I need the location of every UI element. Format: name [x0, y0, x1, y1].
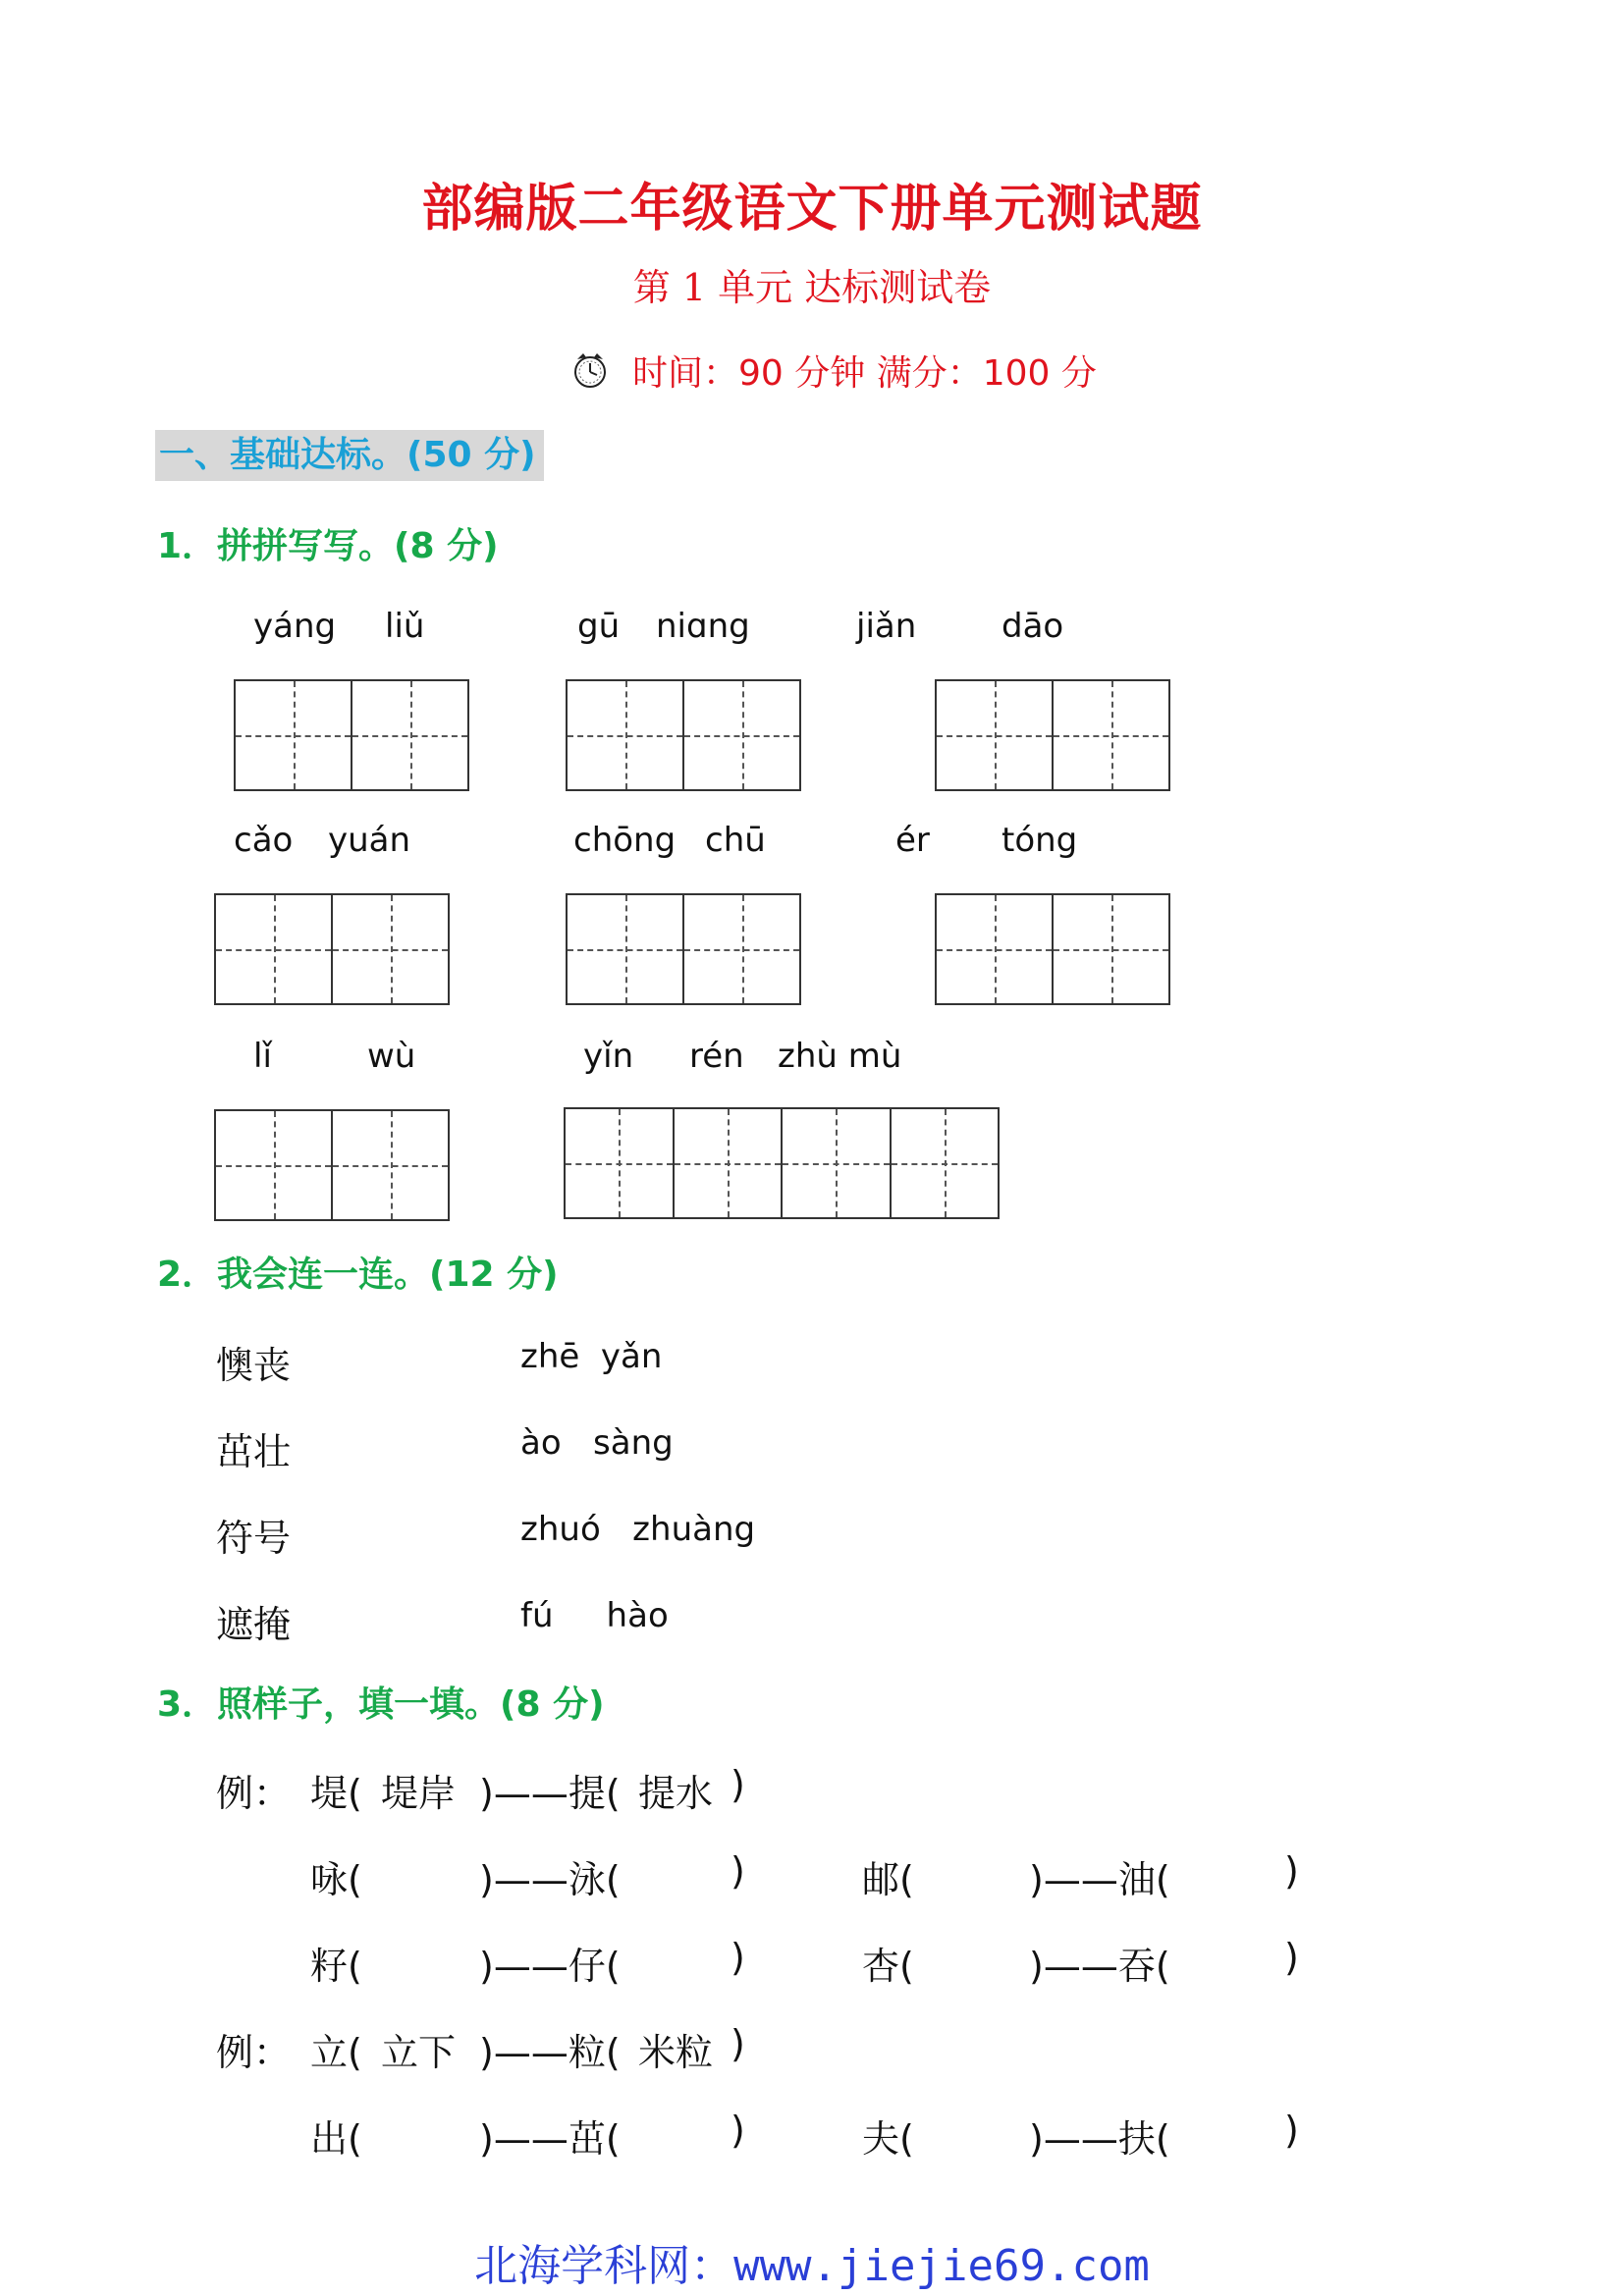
pinyin-label: lǐ: [253, 1037, 272, 1076]
pinyin-label: zhù mù: [778, 1037, 902, 1076]
pinyin-label: wù: [367, 1037, 416, 1076]
writing-grid[interactable]: [566, 893, 801, 1005]
writing-grid[interactable]: [935, 679, 1170, 791]
grid-cell[interactable]: [937, 895, 1054, 1003]
grid-cell[interactable]: [333, 1111, 448, 1219]
grid-cell[interactable]: [892, 1109, 999, 1217]
example-char: 堤(: [310, 1772, 362, 1815]
blank-char: )——油(: [1029, 1858, 1170, 1901]
example-fill: 提水: [638, 1772, 714, 1815]
pinyin-label: cǎo: [234, 821, 294, 860]
word-item: 茁壮: [216, 1430, 292, 1473]
pinyin-label: tóng: [1001, 821, 1078, 860]
example-fill: 米粒: [638, 2031, 714, 2074]
pinyin-label: yáng: [253, 607, 337, 646]
grid-cell[interactable]: [1054, 895, 1168, 1003]
grid-cell[interactable]: [352, 681, 467, 789]
pinyin-label: dāo: [1001, 607, 1064, 646]
pinyin-label: yuán: [328, 821, 411, 860]
word-item: 懊丧: [216, 1344, 292, 1387]
blank-char: )——吞(: [1029, 1945, 1170, 1988]
grid-cell[interactable]: [566, 1109, 675, 1217]
pinyin-label: chū: [705, 821, 766, 860]
q2-heading: 2．我会连一连。(12 分): [157, 1255, 559, 1295]
blank-char: 夫(: [862, 2117, 914, 2161]
grid-cell[interactable]: [216, 895, 333, 1003]
grid-cell[interactable]: [684, 681, 799, 789]
blank-char: ): [1284, 1936, 1299, 1979]
example-fill: 堤岸: [381, 1772, 457, 1815]
blank-char: ): [1284, 2109, 1299, 2152]
blank-char: )——茁(: [479, 2117, 621, 2161]
word-item: 遮掩: [216, 1603, 292, 1646]
grid-cell[interactable]: [937, 681, 1054, 789]
q1-heading: 1．拼拼写写。(8 分): [157, 526, 499, 566]
writing-grid[interactable]: [564, 1107, 1000, 1219]
example-char: )——粒(: [479, 2031, 621, 2074]
blank-char: 咏(: [310, 1858, 362, 1901]
grid-cell[interactable]: [216, 1111, 333, 1219]
pinyin-label: niɑng: [656, 607, 750, 646]
grid-cell[interactable]: [236, 681, 352, 789]
pinyin-label: gū: [577, 607, 621, 646]
grid-cell[interactable]: [675, 1109, 784, 1217]
example-char: 立(: [310, 2031, 362, 2074]
pinyin-label: chōng: [573, 821, 677, 860]
time-info-text: 时间：90 分钟 满分：100 分: [632, 353, 1097, 394]
section-heading: 一、基础达标。(50 分): [155, 430, 544, 481]
page-title: 部编版二年级语文下册单元测试题: [421, 180, 1203, 239]
time-info: [569, 346, 1097, 396]
blank-char: 出(: [310, 2117, 362, 2161]
pinyin-label: yǐn: [583, 1037, 634, 1076]
grid-cell[interactable]: [333, 895, 448, 1003]
pinyin-item: zhuó zhuàng: [520, 1510, 756, 1549]
pinyin-label: liǔ: [385, 607, 425, 646]
pinyin-item: zhē yǎn: [520, 1337, 663, 1376]
word-item: 符号: [216, 1517, 292, 1560]
pinyin-label: ér: [895, 821, 930, 860]
clock-icon: [569, 349, 611, 391]
grid-cell[interactable]: [783, 1109, 892, 1217]
blank-char: ): [1284, 1849, 1299, 1893]
example-char: )——提(: [479, 1772, 621, 1815]
blank-char: ): [731, 1849, 745, 1893]
grid-cell[interactable]: [568, 895, 684, 1003]
blank-char: 杏(: [862, 1945, 914, 1988]
example-fill: 立下: [381, 2031, 457, 2074]
pinyin-label: rén: [689, 1037, 744, 1076]
grid-cell[interactable]: [1054, 681, 1168, 789]
writing-grid[interactable]: [935, 893, 1170, 1005]
writing-grid[interactable]: [214, 1109, 450, 1221]
blank-char: 籽(: [310, 1945, 362, 1988]
example-label: 例：: [216, 1772, 292, 1815]
writing-grid[interactable]: [566, 679, 801, 791]
blank-char: )——仔(: [479, 1945, 621, 1988]
q3-heading: 3．照样子，填一填。(8 分): [157, 1684, 605, 1725]
pinyin-item: ào sàng: [520, 1423, 674, 1463]
writing-grid[interactable]: [214, 893, 450, 1005]
blank-char: )——扶(: [1029, 2117, 1170, 2161]
blank-char: ): [731, 2109, 745, 2152]
example-char: ): [731, 2022, 745, 2065]
pinyin-label: jiǎn: [856, 607, 917, 646]
writing-grid[interactable]: [234, 679, 469, 791]
example-label: 例：: [216, 2031, 292, 2074]
grid-cell[interactable]: [684, 895, 799, 1003]
footer-watermark: 北海学科网：www.jiejie69.com: [474, 2241, 1150, 2291]
page-subtitle: 第 1 单元 达标测试卷: [632, 266, 992, 309]
blank-char: ): [731, 1936, 745, 1979]
pinyin-item: fú hào: [520, 1596, 669, 1635]
blank-char: 邮(: [862, 1858, 914, 1901]
example-char: ): [731, 1763, 745, 1806]
blank-char: )——泳(: [479, 1858, 621, 1901]
grid-cell[interactable]: [568, 681, 684, 789]
